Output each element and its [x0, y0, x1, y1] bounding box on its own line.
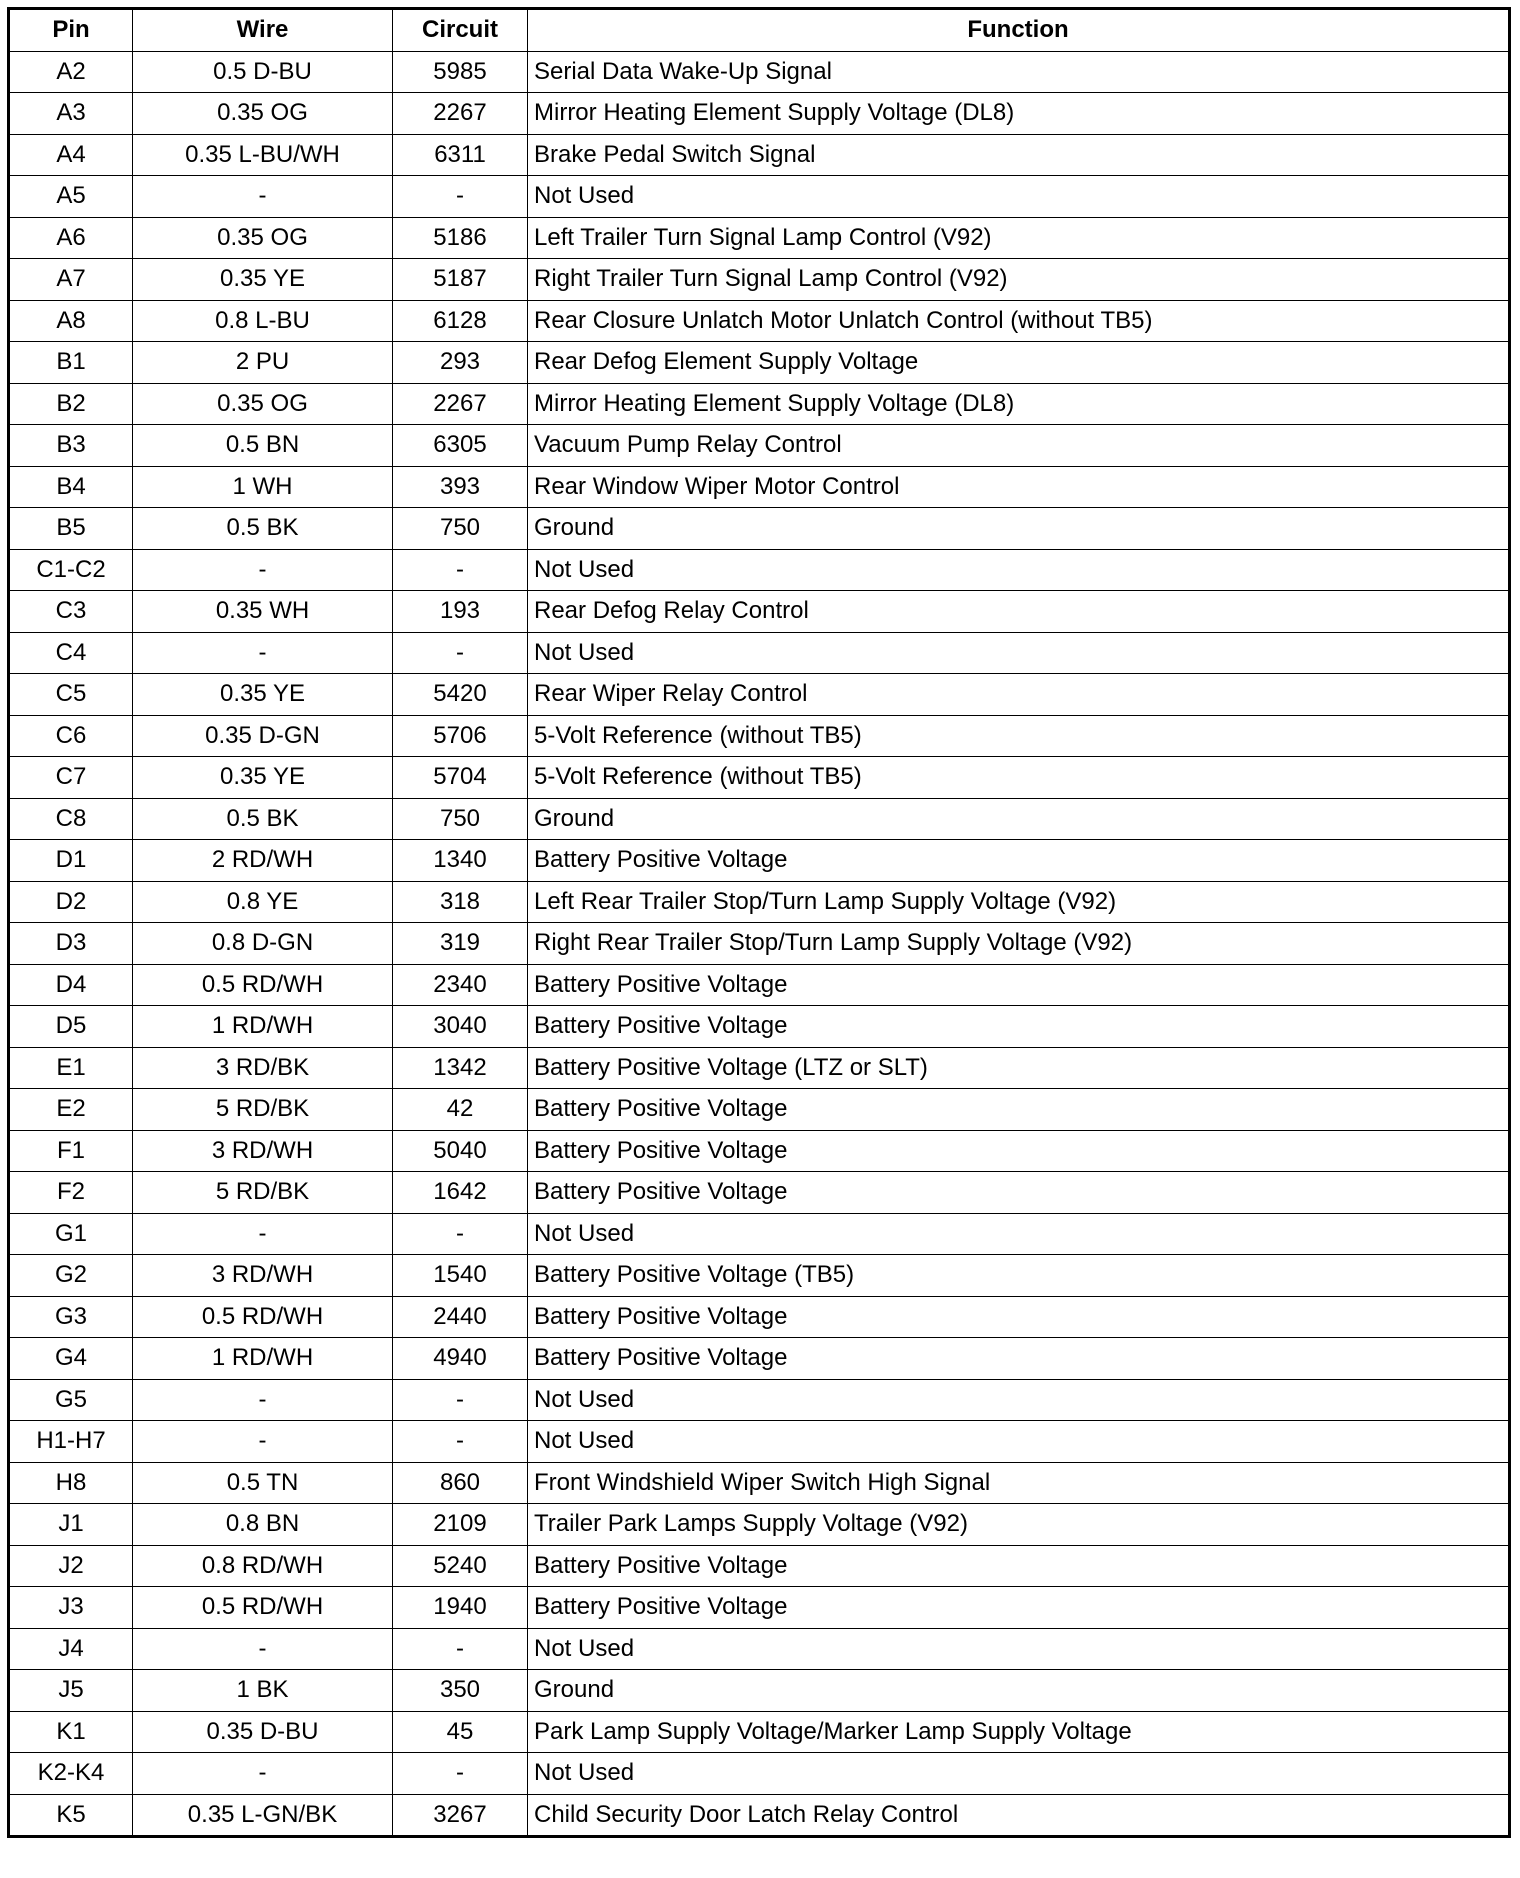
circuit-cell: 1940 [393, 1587, 528, 1629]
wire-cell: - [133, 1213, 393, 1255]
pin-cell: F1 [9, 1130, 133, 1172]
wire-cell: 0.35 OG [133, 93, 393, 135]
circuit-cell: 5706 [393, 715, 528, 757]
circuit-cell: 2109 [393, 1504, 528, 1546]
function-cell: Battery Positive Voltage [528, 1130, 1510, 1172]
pin-cell: B4 [9, 466, 133, 508]
pin-cell: A5 [9, 176, 133, 218]
function-cell: Rear Closure Unlatch Motor Unlatch Control (without TB5) [528, 300, 1510, 342]
table-row [9, 964, 1510, 1006]
header-function: Function [528, 9, 1510, 52]
circuit-cell: 318 [393, 881, 528, 923]
function-cell: Serial Data Wake-Up Signal [528, 51, 1510, 93]
circuit-cell: 750 [393, 798, 528, 840]
function-cell: Battery Positive Voltage [528, 1089, 1510, 1131]
table-row [9, 757, 1510, 799]
table-row [9, 1089, 1510, 1131]
table-row [9, 674, 1510, 716]
circuit-cell: 2440 [393, 1296, 528, 1338]
wire-cell: 2 RD/WH [133, 840, 393, 882]
function-cell: Left Rear Trailer Stop/Turn Lamp Supply Voltage (V92) [528, 881, 1510, 923]
table-row [9, 466, 1510, 508]
function-cell: Right Trailer Turn Signal Lamp Control (V92) [528, 259, 1510, 301]
wire-cell: 0.35 OG [133, 217, 393, 259]
wire-cell: 0.5 RD/WH [133, 1296, 393, 1338]
table-row [9, 93, 1510, 135]
circuit-cell: 6305 [393, 425, 528, 467]
circuit-cell: 319 [393, 923, 528, 965]
pin-cell: J2 [9, 1545, 133, 1587]
wire-cell: 0.35 YE [133, 259, 393, 301]
table-row [9, 1628, 1510, 1670]
wire-cell: 5 RD/BK [133, 1172, 393, 1214]
wire-cell: 0.35 D-BU [133, 1711, 393, 1753]
wire-cell: - [133, 1628, 393, 1670]
pin-cell: C6 [9, 715, 133, 757]
pin-cell: J4 [9, 1628, 133, 1670]
circuit-cell: 5985 [393, 51, 528, 93]
function-cell: Battery Positive Voltage [528, 964, 1510, 1006]
function-cell: Ground [528, 798, 1510, 840]
circuit-cell: 350 [393, 1670, 528, 1712]
function-cell: Battery Positive Voltage [528, 1172, 1510, 1214]
function-cell: Battery Positive Voltage [528, 1296, 1510, 1338]
function-cell: Not Used [528, 176, 1510, 218]
wire-cell: 1 BK [133, 1670, 393, 1712]
function-cell: Not Used [528, 1628, 1510, 1670]
function-cell: Battery Positive Voltage [528, 840, 1510, 882]
function-cell: Not Used [528, 1421, 1510, 1463]
function-cell: 5-Volt Reference (without TB5) [528, 715, 1510, 757]
circuit-cell: 1540 [393, 1255, 528, 1297]
table-row [9, 1255, 1510, 1297]
pin-cell: C4 [9, 632, 133, 674]
pin-cell: E2 [9, 1089, 133, 1131]
circuit-cell: 1642 [393, 1172, 528, 1214]
pin-cell: D4 [9, 964, 133, 1006]
table-row [9, 176, 1510, 218]
pin-cell: A7 [9, 259, 133, 301]
wire-cell: 0.5 BK [133, 508, 393, 550]
wire-cell: 0.35 L-GN/BK [133, 1794, 393, 1837]
wire-cell: 0.8 BN [133, 1504, 393, 1546]
function-cell: Child Security Door Latch Relay Control [528, 1794, 1510, 1837]
table-row [9, 632, 1510, 674]
table-row [9, 1338, 1510, 1380]
pin-cell: C1-C2 [9, 549, 133, 591]
pin-cell: C8 [9, 798, 133, 840]
function-cell: Not Used [528, 1753, 1510, 1795]
table-row [9, 51, 1510, 93]
wire-cell: 0.35 L-BU/WH [133, 134, 393, 176]
pin-cell: A2 [9, 51, 133, 93]
wire-cell: 0.35 YE [133, 674, 393, 716]
table-row [9, 217, 1510, 259]
table-row [9, 1587, 1510, 1629]
table-body [9, 51, 1510, 1837]
table-row [9, 1213, 1510, 1255]
table-row [9, 383, 1510, 425]
pin-cell: B3 [9, 425, 133, 467]
wire-cell: 0.5 D-BU [133, 51, 393, 93]
pin-cell: F2 [9, 1172, 133, 1214]
circuit-cell: - [393, 1379, 528, 1421]
circuit-cell: 5040 [393, 1130, 528, 1172]
function-cell: Not Used [528, 1379, 1510, 1421]
circuit-cell: 42 [393, 1089, 528, 1131]
function-cell: Rear Window Wiper Motor Control [528, 466, 1510, 508]
wire-cell: 3 RD/BK [133, 1047, 393, 1089]
circuit-cell: 1342 [393, 1047, 528, 1089]
table-row [9, 840, 1510, 882]
table-row [9, 1379, 1510, 1421]
wire-cell: 1 RD/WH [133, 1006, 393, 1048]
header-wire: Wire [133, 9, 393, 52]
function-cell: Battery Positive Voltage [528, 1587, 1510, 1629]
circuit-cell: 5240 [393, 1545, 528, 1587]
circuit-cell: - [393, 176, 528, 218]
wire-cell: - [133, 632, 393, 674]
pin-cell: E1 [9, 1047, 133, 1089]
table-row [9, 549, 1510, 591]
circuit-cell: 6311 [393, 134, 528, 176]
circuit-cell: - [393, 1753, 528, 1795]
table-row [9, 591, 1510, 633]
table-row [9, 425, 1510, 467]
circuit-cell: 4940 [393, 1338, 528, 1380]
circuit-cell: 193 [393, 591, 528, 633]
pin-cell: A6 [9, 217, 133, 259]
wire-cell: 0.5 RD/WH [133, 964, 393, 1006]
table-row [9, 715, 1510, 757]
pin-cell: D5 [9, 1006, 133, 1048]
pin-cell: G5 [9, 1379, 133, 1421]
wire-cell: 0.5 BN [133, 425, 393, 467]
wire-cell: 0.35 D-GN [133, 715, 393, 757]
wire-cell: - [133, 1379, 393, 1421]
wire-cell: 1 RD/WH [133, 1338, 393, 1380]
pin-cell: D1 [9, 840, 133, 882]
pin-cell: B5 [9, 508, 133, 550]
pin-cell: J1 [9, 1504, 133, 1546]
function-cell: Front Windshield Wiper Switch High Signal [528, 1462, 1510, 1504]
circuit-cell: 3040 [393, 1006, 528, 1048]
circuit-cell: 2340 [393, 964, 528, 1006]
table-row [9, 1504, 1510, 1546]
wire-cell: - [133, 176, 393, 218]
function-cell: Right Rear Trailer Stop/Turn Lamp Supply Voltage (V92) [528, 923, 1510, 965]
pin-cell: J3 [9, 1587, 133, 1629]
table-row [9, 1130, 1510, 1172]
table-row [9, 798, 1510, 840]
function-cell: Not Used [528, 1213, 1510, 1255]
table-row [9, 1670, 1510, 1712]
table-row [9, 1047, 1510, 1089]
pin-cell: B2 [9, 383, 133, 425]
circuit-cell: 5704 [393, 757, 528, 799]
wire-cell: 0.8 YE [133, 881, 393, 923]
circuit-cell: 2267 [393, 93, 528, 135]
wire-cell: 5 RD/BK [133, 1089, 393, 1131]
pin-cell: C7 [9, 757, 133, 799]
wire-cell: - [133, 549, 393, 591]
function-cell: Rear Defog Element Supply Voltage [528, 342, 1510, 384]
wire-cell: 0.35 OG [133, 383, 393, 425]
circuit-cell: 45 [393, 1711, 528, 1753]
circuit-cell: 293 [393, 342, 528, 384]
pin-cell: G1 [9, 1213, 133, 1255]
pin-cell: H8 [9, 1462, 133, 1504]
circuit-cell: - [393, 549, 528, 591]
function-cell: Trailer Park Lamps Supply Voltage (V92) [528, 1504, 1510, 1546]
circuit-cell: 3267 [393, 1794, 528, 1837]
wire-cell: - [133, 1421, 393, 1463]
table-row [9, 923, 1510, 965]
connector-pinout-table [7, 7, 1511, 1838]
function-cell: Rear Wiper Relay Control [528, 674, 1510, 716]
table-row [9, 134, 1510, 176]
function-cell: Not Used [528, 632, 1510, 674]
header-row [9, 9, 1510, 52]
table-row [9, 1545, 1510, 1587]
table-row [9, 300, 1510, 342]
pin-cell: C5 [9, 674, 133, 716]
circuit-cell: 750 [393, 508, 528, 550]
circuit-cell: - [393, 632, 528, 674]
pin-cell: G2 [9, 1255, 133, 1297]
wire-cell: 0.5 TN [133, 1462, 393, 1504]
function-cell: Park Lamp Supply Voltage/Marker Lamp Supply Voltage [528, 1711, 1510, 1753]
wire-cell: 0.5 BK [133, 798, 393, 840]
table-row [9, 259, 1510, 301]
function-cell: Battery Positive Voltage [528, 1006, 1510, 1048]
circuit-cell: 5186 [393, 217, 528, 259]
circuit-cell: 6128 [393, 300, 528, 342]
wire-cell: 3 RD/WH [133, 1255, 393, 1297]
pin-cell: A4 [9, 134, 133, 176]
table-row [9, 1462, 1510, 1504]
function-cell: Mirror Heating Element Supply Voltage (DL8) [528, 383, 1510, 425]
table-row [9, 508, 1510, 550]
header-circuit: Circuit [393, 9, 528, 52]
wire-cell: 2 PU [133, 342, 393, 384]
function-cell: Ground [528, 1670, 1510, 1712]
function-cell: Ground [528, 508, 1510, 550]
function-cell: Battery Positive Voltage [528, 1545, 1510, 1587]
pin-cell: H1-H7 [9, 1421, 133, 1463]
circuit-cell: 393 [393, 466, 528, 508]
circuit-cell: - [393, 1628, 528, 1670]
function-cell: Battery Positive Voltage (TB5) [528, 1255, 1510, 1297]
pin-cell: D2 [9, 881, 133, 923]
table-row [9, 342, 1510, 384]
function-cell: Battery Positive Voltage (LTZ or SLT) [528, 1047, 1510, 1089]
table-row [9, 1794, 1510, 1837]
pin-cell: J5 [9, 1670, 133, 1712]
pin-cell: K2-K4 [9, 1753, 133, 1795]
pin-cell: A8 [9, 300, 133, 342]
circuit-cell: 5187 [393, 259, 528, 301]
wire-cell: - [133, 1753, 393, 1795]
function-cell: Mirror Heating Element Supply Voltage (DL8) [528, 93, 1510, 135]
wire-cell: 1 WH [133, 466, 393, 508]
pin-cell: A3 [9, 93, 133, 135]
circuit-cell: 860 [393, 1462, 528, 1504]
wire-cell: 3 RD/WH [133, 1130, 393, 1172]
circuit-cell: - [393, 1421, 528, 1463]
pin-cell: D3 [9, 923, 133, 965]
pin-cell: B1 [9, 342, 133, 384]
circuit-cell: - [393, 1213, 528, 1255]
wire-cell: 0.35 WH [133, 591, 393, 633]
wire-cell: 0.5 RD/WH [133, 1587, 393, 1629]
pin-cell: G3 [9, 1296, 133, 1338]
function-cell: Rear Defog Relay Control [528, 591, 1510, 633]
header-pin: Pin [9, 9, 133, 52]
pin-cell: C3 [9, 591, 133, 633]
wire-cell: 0.8 D-GN [133, 923, 393, 965]
circuit-cell: 5420 [393, 674, 528, 716]
table-row [9, 1296, 1510, 1338]
circuit-cell: 1340 [393, 840, 528, 882]
table-row [9, 881, 1510, 923]
function-cell: Brake Pedal Switch Signal [528, 134, 1510, 176]
table-row [9, 1421, 1510, 1463]
function-cell: Battery Positive Voltage [528, 1338, 1510, 1380]
pin-cell: K1 [9, 1711, 133, 1753]
wire-cell: 0.35 YE [133, 757, 393, 799]
circuit-cell: 2267 [393, 383, 528, 425]
table-row [9, 1172, 1510, 1214]
table-row [9, 1711, 1510, 1753]
function-cell: Vacuum Pump Relay Control [528, 425, 1510, 467]
table-row [9, 1006, 1510, 1048]
pin-cell: G4 [9, 1338, 133, 1380]
wire-cell: 0.8 RD/WH [133, 1545, 393, 1587]
table-row [9, 1753, 1510, 1795]
function-cell: 5-Volt Reference (without TB5) [528, 757, 1510, 799]
function-cell: Left Trailer Turn Signal Lamp Control (V92) [528, 217, 1510, 259]
pin-cell: K5 [9, 1794, 133, 1837]
function-cell: Not Used [528, 549, 1510, 591]
wire-cell: 0.8 L-BU [133, 300, 393, 342]
